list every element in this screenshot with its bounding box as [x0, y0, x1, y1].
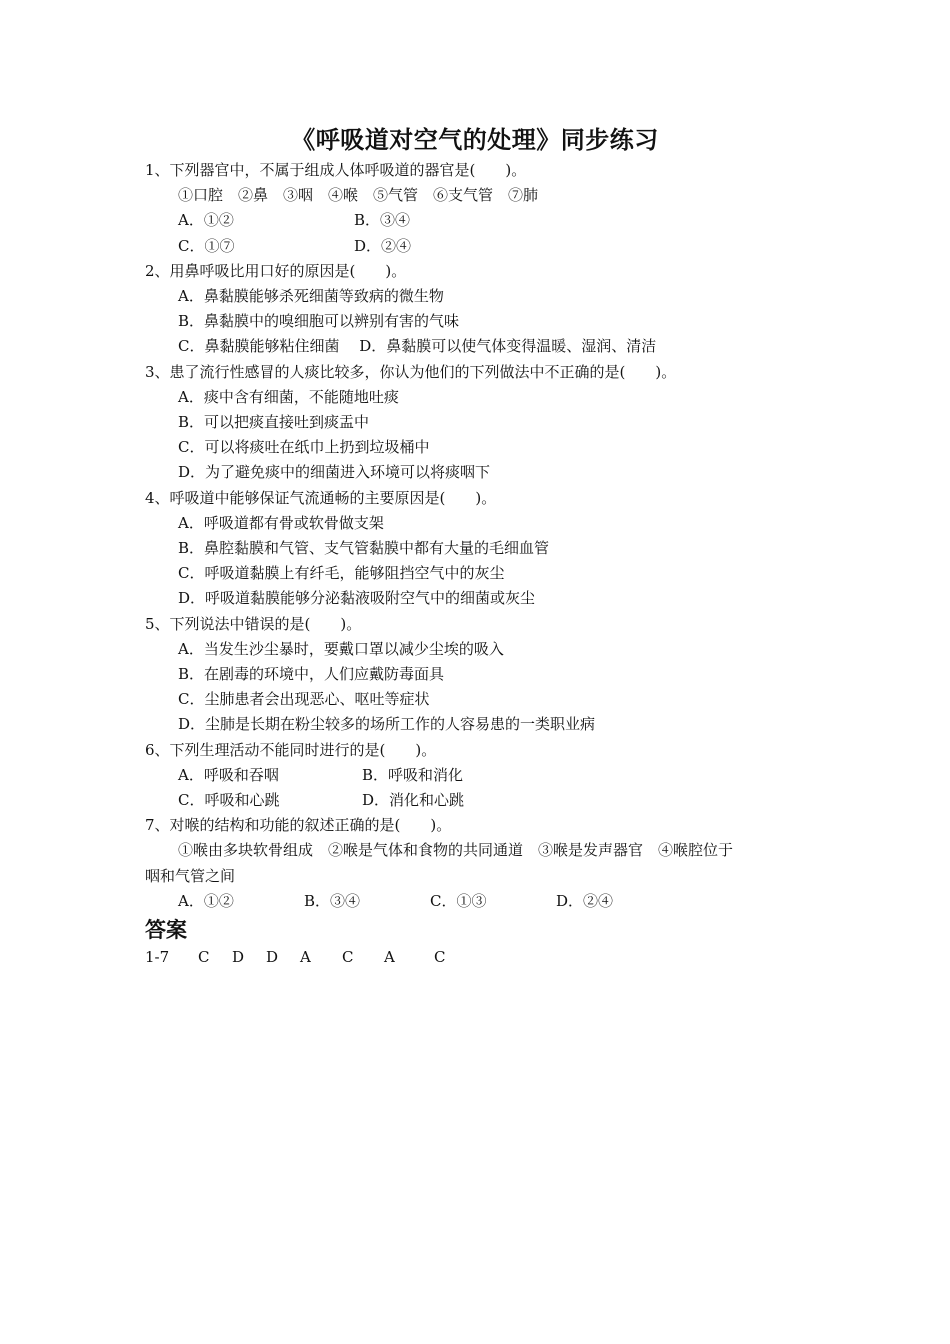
- question-6: [145, 738, 815, 814]
- option-b: B．在剧毒的环境中，人们应戴防毒面具: [178, 665, 445, 684]
- option-c: C．呼吸道黏膜上有纤毛，能够阻挡空气中的灰尘: [178, 564, 505, 583]
- option-a: A．痰中含有细菌，不能随地吐痰: [178, 387, 399, 406]
- answer-key: D: [266, 948, 279, 966]
- document-title: 《呼吸道对空气的处理》同步练习: [291, 126, 659, 154]
- option-a: A．呼吸和吞咽: [178, 765, 279, 784]
- option-c: C．尘肺患者会出现恶心、呕吐等症状: [178, 690, 430, 709]
- option-c: C．呼吸和心跳: [178, 791, 280, 810]
- question-2: [145, 259, 815, 360]
- option-c: C．①⑦: [178, 236, 235, 255]
- question-list: [145, 158, 815, 914]
- question-stem: 3、患了流行性感冒的人痰比较多，你认为他们的下列做法中不正确的是( )。: [145, 362, 677, 381]
- question-items: ①喉由多块软骨组成 ②喉是气体和食物的共同通道 ③喉是发声器官 ④喉腔位于: [178, 841, 734, 860]
- option-row: [145, 788, 815, 813]
- option-b: B．鼻黏膜中的嗅细胞可以辨别有害的气味: [178, 312, 460, 331]
- question-stem: 2、用鼻呼吸比用口好的原因是( )。: [145, 261, 407, 280]
- question-1: [145, 158, 815, 259]
- option-d: D．呼吸道黏膜能够分泌黏液吸附空气中的细菌或灰尘: [178, 589, 536, 608]
- option-d: D．消化和心跳: [362, 791, 465, 810]
- question-stem: 4、呼吸道中能够保证气流通畅的主要原因是( )。: [145, 488, 497, 507]
- option-b: B．③④: [304, 891, 361, 910]
- answer-range: 1-7: [145, 948, 170, 966]
- option-row: [145, 234, 815, 259]
- option-a: A．鼻黏膜能够杀死细菌等致病的微生物: [178, 287, 444, 306]
- option-a: A．当发生沙尘暴时，要戴口罩以减少尘埃的吸入: [178, 639, 504, 658]
- question-5: [145, 612, 815, 738]
- option-b: B．呼吸和消化: [362, 765, 464, 784]
- option-c: C．①③: [430, 891, 487, 910]
- option-a: A．呼吸道都有骨或软骨做支架: [178, 513, 384, 532]
- question-7: [145, 813, 815, 914]
- option-a: A．①②: [178, 211, 234, 230]
- answer-key: C: [198, 948, 210, 966]
- question-4: [145, 486, 815, 612]
- option-d: D．②④: [556, 891, 614, 910]
- option-b: B．可以把痰直接吐到痰盂中: [178, 413, 370, 432]
- option-d: D．为了避免痰中的细菌进入环境可以将痰咽下: [178, 463, 491, 482]
- option-a: A．①②: [178, 891, 234, 910]
- option-row: [145, 334, 815, 359]
- option-c: C．鼻黏膜能够粘住细菌: [178, 337, 340, 356]
- answer-heading: 答案: [145, 918, 187, 942]
- option-row: [145, 889, 815, 914]
- option-b: B．鼻腔黏膜和气管、支气管黏膜中都有大量的毛细血管: [178, 539, 550, 558]
- option-d: D．鼻黏膜可以使气体变得温暖、湿润、清洁: [359, 337, 657, 356]
- question-items-continued: 咽和气管之间: [145, 866, 236, 885]
- answer-key: C: [342, 948, 354, 966]
- question-items: ①口腔 ②鼻 ③咽 ④喉 ⑤气管 ⑥支气管 ⑦肺: [178, 186, 539, 205]
- option-d: D．②④: [354, 236, 412, 255]
- answer-key: D: [232, 948, 245, 966]
- option-row: [145, 763, 815, 788]
- question-3: [145, 360, 815, 486]
- question-stem: 6、下列生理活动不能同时进行的是( )。: [145, 740, 437, 759]
- answer-key: C: [434, 948, 446, 966]
- question-stem: 1、下列器官中，不属于组成人体呼吸道的器官是( )。: [145, 161, 527, 179]
- question-stem: 7、对喉的结构和功能的叙述正确的是( )。: [145, 816, 452, 835]
- option-row: [145, 208, 815, 233]
- option-c: C．可以将痰吐在纸巾上扔到垃圾桶中: [178, 438, 430, 457]
- answer-key-line: [145, 948, 445, 966]
- option-b: B．③④: [354, 211, 411, 230]
- question-stem: 5、下列说法中错误的是( )。: [145, 614, 362, 633]
- option-d: D．尘肺是长期在粉尘较多的场所工作的人容易患的一类职业病: [178, 715, 596, 734]
- answer-key: A: [384, 948, 395, 966]
- answer-key: A: [300, 948, 311, 966]
